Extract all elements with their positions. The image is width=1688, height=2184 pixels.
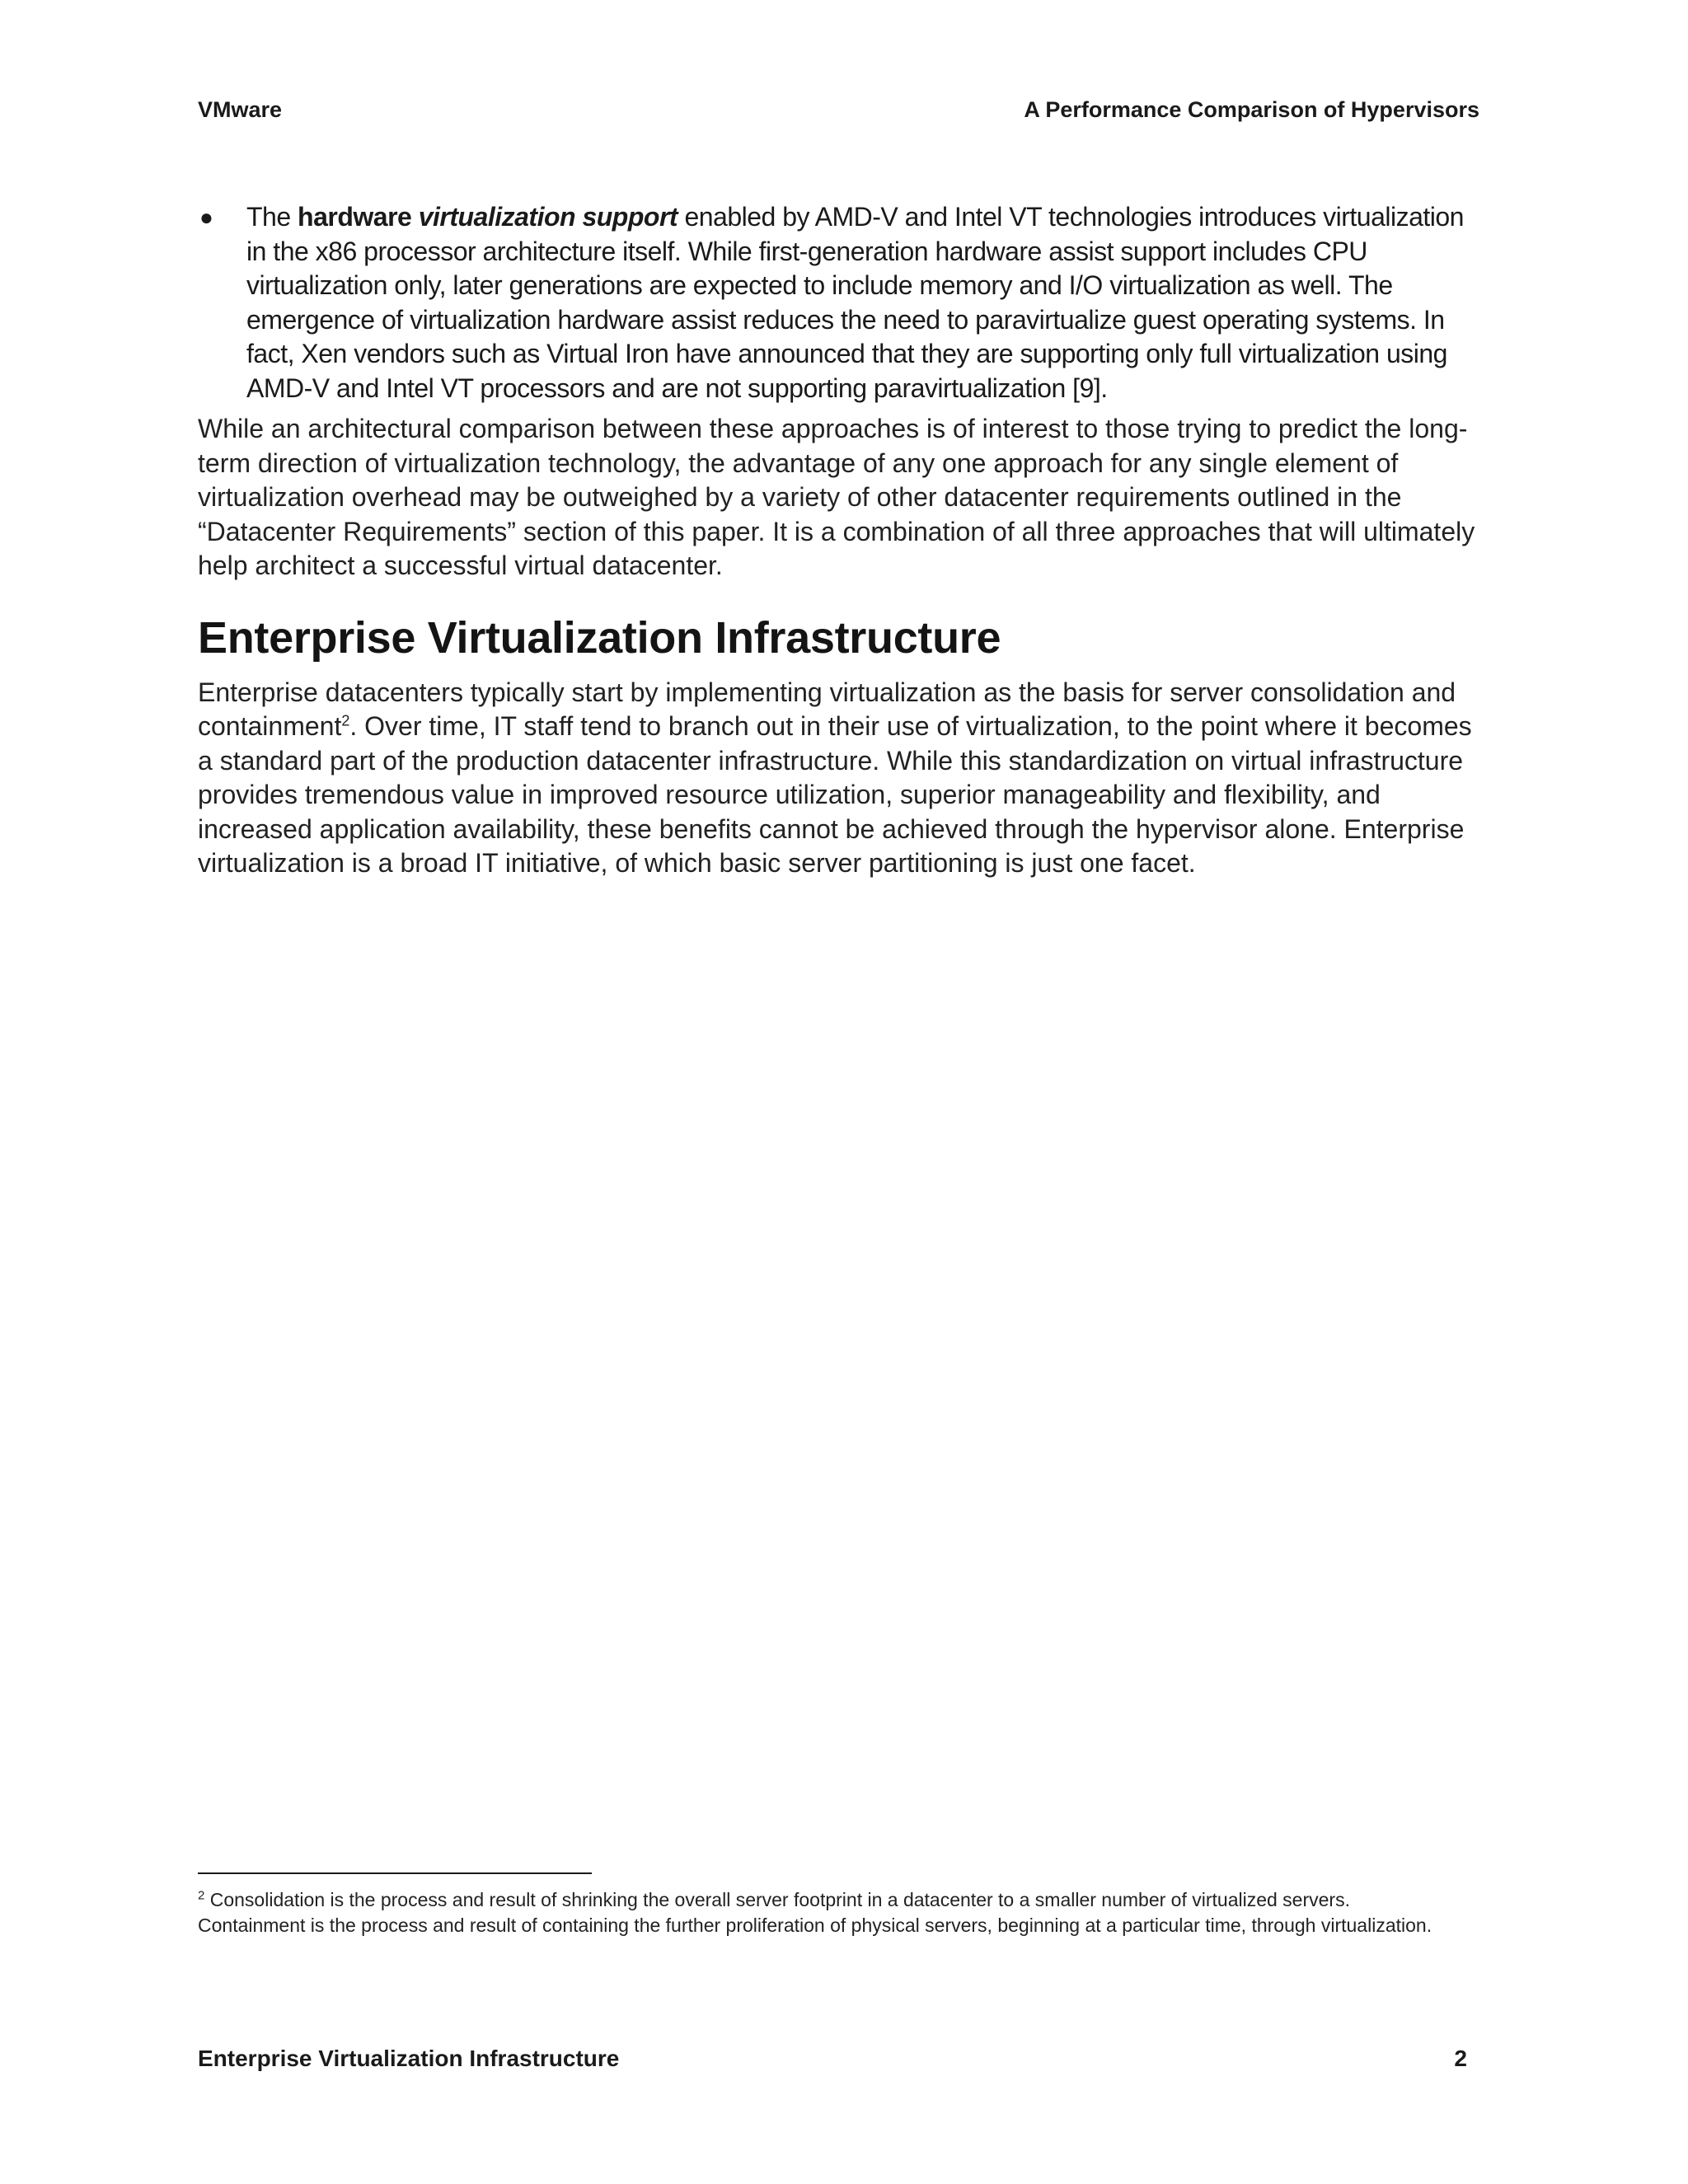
header-document-title: A Performance Comparison of Hypervisors	[1024, 97, 1479, 122]
paragraph-section	[198, 676, 1484, 881]
section-text-part2: . Over time, IT staff tend to branch out in their use of virtualization, to the point where it becomes a standard part of the production datacenter infrastructure. While this standardization on virtual infrastructure provides tremendous value in improved resource utilization, superior manageability and flexibility, and increased application availability, these benefits cannot be achieved through the hypervisor alone. Enterprise virtualization is a broad IT initiative, of which basic server partitioning is just one facet.	[198, 711, 1472, 878]
page-footer	[198, 2046, 1467, 2079]
footer-section-title: Enterprise Virtualization Infrastructure	[198, 2046, 620, 2071]
section-text-part1: Enterprise datacenters typically start by implementing virtualization as the basis for server consolidation and containment	[198, 677, 1456, 741]
section-heading: Enterprise Virtualization Infrastructure	[198, 612, 1001, 663]
bullet-bold-term: hardware	[298, 202, 419, 232]
footnote	[198, 1887, 1434, 1938]
page-number: 2	[1454, 2046, 1467, 2071]
footnote-divider	[198, 1872, 592, 1874]
footnote-text: Consolidation is the process and result of shrinking the overall server footprint in a datacenter to a smaller number of virtualized servers. Containment is the process and result of containing the further proliferation of physical servers, beginning at a particular time, through virtualization.	[198, 1889, 1432, 1936]
header-company: VMware	[198, 97, 283, 122]
bullet-bold-italic-term: virtualization support	[418, 202, 678, 232]
main-content	[198, 200, 1484, 881]
page-header	[198, 97, 1479, 130]
footnote-reference[interactable]: 2	[341, 712, 350, 729]
bullet-icon: ●	[199, 204, 213, 230]
bullet-lead-text: The	[246, 202, 298, 232]
paragraph-intro: While an architectural comparison between these approaches is of interest to those trying to predict the long-term direction of virtualization technology, the advantage of any one approach for any single element of virtualization overhead may be outweighed by a variety of other datacenter requirements outlined in the “Datacenter Requirements” section of this paper. It is a combination of all three approaches that will ultimately help architect a successful virtual datacenter.	[198, 414, 1475, 580]
bullet-list	[198, 200, 1484, 405]
bullet-body-text: enabled by AMD-V and Intel VT technologies introduces virtualization in the x86 processor architecture itself. While first-generation hardware assist support includes CPU virtualization only, later generations are expected to include memory and I/O virtualization as well. The emergence of virtualization hardware assist reduces the need to paravirtualize guest operating systems. In fact, Xen vendors such as Virtual Iron have announced that they are supporting only full virtualization using AMD-V and Intel VT processors and are not supporting paravirtualization [9].	[246, 202, 1464, 403]
list-item	[198, 200, 1484, 405]
footnote-number: 2	[198, 1888, 205, 1903]
